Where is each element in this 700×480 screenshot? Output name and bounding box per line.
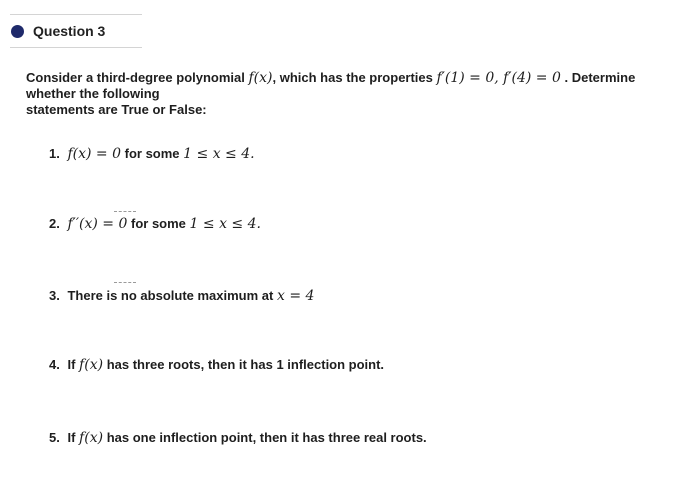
prompt-text-end: . Determine bbox=[564, 70, 636, 85]
question-title: Question 3 bbox=[33, 23, 106, 39]
statement-math: f(x) = 0 bbox=[67, 146, 122, 162]
prompt-text-mid: , which has the properties bbox=[272, 70, 433, 85]
statement-text-start: If bbox=[67, 430, 76, 445]
statement-3 bbox=[49, 288, 314, 304]
statement-number: 2. bbox=[49, 216, 60, 231]
statement-text: for some bbox=[124, 146, 180, 161]
prompt-math-fx: f(x) bbox=[248, 70, 273, 86]
statement-math: f′′(x) = 0 bbox=[67, 216, 128, 232]
statement-number: 5. bbox=[49, 430, 60, 445]
statement-math: f(x) bbox=[79, 430, 104, 446]
statement-text: There is no absolute maximum at bbox=[67, 288, 274, 303]
header-divider-bottom bbox=[10, 47, 142, 48]
prompt-line-3: statements are True or False: bbox=[26, 102, 207, 117]
statement-math-range: 1 ≤ x ≤ 4. bbox=[189, 216, 261, 232]
question-header bbox=[11, 23, 105, 39]
question-prompt bbox=[26, 70, 686, 118]
statement-number: 1. bbox=[49, 146, 60, 161]
dashed-mark bbox=[114, 282, 136, 284]
statement-4 bbox=[49, 357, 384, 373]
statement-text: for some bbox=[131, 216, 186, 231]
prompt-line-2: whether the following bbox=[26, 86, 160, 101]
prompt-line-1 bbox=[26, 70, 686, 86]
dashed-mark bbox=[114, 211, 136, 213]
statement-1 bbox=[49, 146, 255, 162]
statement-text-end: has one inflection point, then it has three real roots. bbox=[106, 430, 427, 445]
prompt-text-start: Consider a third-degree polynomial bbox=[26, 70, 245, 85]
prompt-math-conditions: f′(1) = 0, f′(4) = 0 bbox=[436, 70, 561, 86]
header-divider-top bbox=[10, 14, 142, 15]
statement-math: f(x) bbox=[79, 357, 104, 373]
statement-number: 3. bbox=[49, 288, 60, 303]
statement-text-start: If bbox=[67, 357, 76, 372]
question-bullet-icon bbox=[11, 25, 24, 38]
statement-2 bbox=[49, 216, 261, 232]
statement-text-end: has three roots, then it has 1 inflection point. bbox=[106, 357, 385, 372]
statement-math-range: 1 ≤ x ≤ 4. bbox=[183, 146, 255, 162]
statement-math: x = 4 bbox=[276, 288, 315, 304]
statement-number: 4. bbox=[49, 357, 60, 372]
statement-5 bbox=[49, 430, 427, 446]
